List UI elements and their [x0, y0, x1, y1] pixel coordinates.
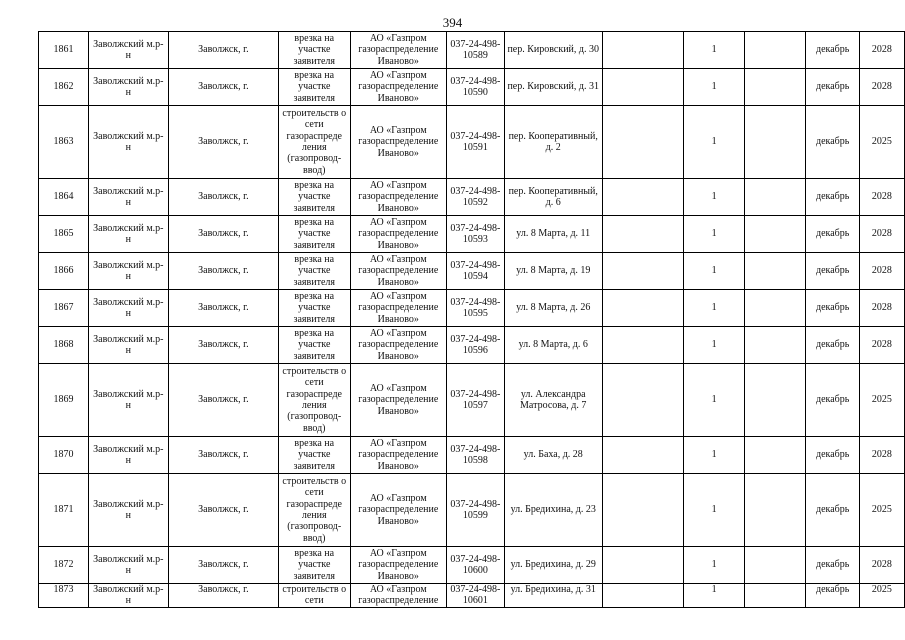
organization-cell: АО «Газпром газораспределение Иваново» — [350, 253, 446, 290]
address-cell: ул. Бредихина, д. 29 — [504, 547, 602, 584]
district-cell: Заволжский м.р-н — [88, 547, 168, 584]
row-number-cell: 1865 — [39, 216, 89, 253]
quantity-cell: 1 — [684, 179, 745, 216]
organization-cell: АО «Газпром газораспределение Иваново» — [350, 69, 446, 106]
blank-cell — [602, 327, 684, 364]
city-cell: Заволжск, г. — [168, 179, 278, 216]
year-cell: 2028 — [859, 253, 904, 290]
address-cell: ул. Бредихина, д. 31 — [504, 584, 602, 608]
organization-cell: АО «Газпром газораспределение Иваново» — [350, 327, 446, 364]
organization-cell: АО «Газпром газораспределение Иваново» — [350, 32, 446, 69]
organization-cell: АО «Газпром газораспределение Иваново» — [350, 179, 446, 216]
district-cell: Заволжский м.р-н — [88, 216, 168, 253]
blank-cell — [745, 437, 806, 474]
address-cell: ул. 8 Марта, д. 19 — [504, 253, 602, 290]
city-cell: Заволжск, г. — [168, 364, 278, 437]
blank-cell — [602, 69, 684, 106]
month-cell: декабрь — [806, 69, 859, 106]
city-cell: Заволжск, г. — [168, 327, 278, 364]
city-cell: Заволжск, г. — [168, 253, 278, 290]
city-cell: Заволжск, г. — [168, 216, 278, 253]
organization-cell: АО «Газпром газораспределение Иваново» — [350, 106, 446, 179]
work-type-cell: строительств о сети газораспреде ления (газопровод-ввод) — [278, 106, 350, 179]
table-row — [39, 253, 905, 290]
table-row — [39, 474, 905, 547]
quantity-cell: 1 — [684, 474, 745, 547]
object-code-cell: 037-24-498-10597 — [447, 364, 505, 437]
blank-cell — [602, 32, 684, 69]
blank-cell — [745, 474, 806, 547]
month-cell: декабрь — [806, 253, 859, 290]
work-type-cell: врезка на участке заявителя — [278, 290, 350, 327]
row-number-cell: 1872 — [39, 547, 89, 584]
quantity-cell: 1 — [684, 253, 745, 290]
blank-cell — [602, 547, 684, 584]
city-cell: Заволжск, г. — [168, 474, 278, 547]
year-cell: 2025 — [859, 106, 904, 179]
blank-cell — [745, 32, 806, 69]
blank-cell — [745, 179, 806, 216]
table-row — [39, 547, 905, 584]
quantity-cell: 1 — [684, 437, 745, 474]
address-cell: пер. Кировский, д. 30 — [504, 32, 602, 69]
organization-cell: АО «Газпром газораспределение Иваново» — [350, 437, 446, 474]
blank-cell — [602, 584, 684, 608]
work-type-cell: врезка на участке заявителя — [278, 437, 350, 474]
district-cell: Заволжский м.р-н — [88, 327, 168, 364]
work-type-cell: врезка на участке заявителя — [278, 69, 350, 106]
city-cell: Заволжск, г. — [168, 32, 278, 69]
blank-cell — [745, 327, 806, 364]
page-number: 394 — [442, 15, 463, 30]
year-cell: 2025 — [859, 584, 904, 608]
table-row — [39, 32, 905, 69]
row-number-cell: 1864 — [39, 179, 89, 216]
table-row — [39, 364, 905, 437]
city-cell: Заволжск, г. — [168, 106, 278, 179]
object-code-cell: 037-24-498-10599 — [447, 474, 505, 547]
object-code-cell: 037-24-498-10595 — [447, 290, 505, 327]
blank-cell — [602, 437, 684, 474]
work-type-cell: врезка на участке заявителя — [278, 547, 350, 584]
month-cell: декабрь — [806, 327, 859, 364]
row-number-cell: 1863 — [39, 106, 89, 179]
blank-cell — [602, 474, 684, 547]
object-code-cell: 037-24-498-10593 — [447, 216, 505, 253]
row-number-cell: 1873 — [39, 584, 89, 608]
blank-cell — [602, 364, 684, 437]
district-cell: Заволжский м.р-н — [88, 106, 168, 179]
quantity-cell: 1 — [684, 290, 745, 327]
month-cell: декабрь — [806, 106, 859, 179]
work-type-cell: строительств о сети газораспреде ления (газопровод-ввод) — [278, 364, 350, 437]
blank-cell — [745, 290, 806, 327]
organization-cell: АО «Газпром газораспределение — [350, 584, 446, 608]
gas-connection-table — [38, 31, 905, 608]
blank-cell — [602, 216, 684, 253]
address-cell: ул. Бредихина, д. 23 — [504, 474, 602, 547]
row-number-cell: 1869 — [39, 364, 89, 437]
year-cell: 2028 — [859, 216, 904, 253]
blank-cell — [602, 253, 684, 290]
organization-cell: АО «Газпром газораспределение Иваново» — [350, 547, 446, 584]
month-cell: декабрь — [806, 474, 859, 547]
district-cell: Заволжский м.р-н — [88, 474, 168, 547]
address-cell: ул. 8 Марта, д. 6 — [504, 327, 602, 364]
address-cell: ул. 8 Марта, д. 26 — [504, 290, 602, 327]
district-cell: Заволжский м.р-н — [88, 179, 168, 216]
blank-cell — [745, 584, 806, 608]
quantity-cell: 1 — [684, 547, 745, 584]
month-cell: декабрь — [806, 364, 859, 437]
work-type-cell: врезка на участке заявителя — [278, 32, 350, 69]
year-cell: 2025 — [859, 474, 904, 547]
object-code-cell: 037-24-498-10594 — [447, 253, 505, 290]
month-cell: декабрь — [806, 437, 859, 474]
organization-cell: АО «Газпром газораспределение Иваново» — [350, 474, 446, 547]
district-cell: Заволжский м.р-н — [88, 32, 168, 69]
district-cell: Заволжский м.р-н — [88, 69, 168, 106]
table-row — [39, 327, 905, 364]
quantity-cell: 1 — [684, 327, 745, 364]
table-row — [39, 290, 905, 327]
work-type-cell: врезка на участке заявителя — [278, 216, 350, 253]
district-cell: Заволжский м.р-н — [88, 364, 168, 437]
address-cell: пер. Кировский, д. 31 — [504, 69, 602, 106]
table-row — [39, 179, 905, 216]
month-cell: декабрь — [806, 584, 859, 608]
row-number-cell: 1870 — [39, 437, 89, 474]
object-code-cell: 037-24-498-10590 — [447, 69, 505, 106]
blank-cell — [745, 253, 806, 290]
year-cell: 2028 — [859, 437, 904, 474]
blank-cell — [602, 179, 684, 216]
address-cell: ул. 8 Марта, д. 11 — [504, 216, 602, 253]
year-cell: 2025 — [859, 364, 904, 437]
object-code-cell: 037-24-498-10598 — [447, 437, 505, 474]
city-cell: Заволжск, г. — [168, 437, 278, 474]
district-cell: Заволжский м.р-н — [88, 437, 168, 474]
table-row — [39, 437, 905, 474]
work-type-cell: строительств о сети — [278, 584, 350, 608]
blank-cell — [745, 216, 806, 253]
work-type-cell: врезка на участке заявителя — [278, 253, 350, 290]
table-row — [39, 216, 905, 253]
city-cell: Заволжск, г. — [168, 290, 278, 327]
month-cell: декабрь — [806, 216, 859, 253]
quantity-cell: 1 — [684, 106, 745, 179]
blank-cell — [745, 106, 806, 179]
city-cell: Заволжск, г. — [168, 584, 278, 608]
year-cell: 2028 — [859, 69, 904, 106]
address-cell: ул. Александра Матросова, д. 7 — [504, 364, 602, 437]
work-type-cell: врезка на участке заявителя — [278, 179, 350, 216]
district-cell: Заволжский м.р-н — [88, 584, 168, 608]
city-cell: Заволжск, г. — [168, 547, 278, 584]
year-cell: 2028 — [859, 290, 904, 327]
address-cell: пер. Кооперативный, д. 2 — [504, 106, 602, 179]
year-cell: 2028 — [859, 327, 904, 364]
row-number-cell: 1866 — [39, 253, 89, 290]
organization-cell: АО «Газпром газораспределение Иваново» — [350, 364, 446, 437]
quantity-cell: 1 — [684, 69, 745, 106]
quantity-cell: 1 — [684, 216, 745, 253]
blank-cell — [745, 69, 806, 106]
quantity-cell: 1 — [684, 584, 745, 608]
object-code-cell: 037-24-498-10592 — [447, 179, 505, 216]
row-number-cell: 1861 — [39, 32, 89, 69]
blank-cell — [745, 547, 806, 584]
month-cell: декабрь — [806, 547, 859, 584]
object-code-cell: 037-24-498-10591 — [447, 106, 505, 179]
year-cell: 2028 — [859, 32, 904, 69]
year-cell: 2028 — [859, 179, 904, 216]
month-cell: декабрь — [806, 32, 859, 69]
object-code-cell: 037-24-498-10589 — [447, 32, 505, 69]
object-code-cell: 037-24-498-10596 — [447, 327, 505, 364]
address-cell: пер. Кооперативный, д. 6 — [504, 179, 602, 216]
year-cell: 2028 — [859, 547, 904, 584]
organization-cell: АО «Газпром газораспределение Иваново» — [350, 216, 446, 253]
quantity-cell: 1 — [684, 364, 745, 437]
blank-cell — [745, 364, 806, 437]
month-cell: декабрь — [806, 179, 859, 216]
table-row — [39, 584, 905, 608]
table-row — [39, 106, 905, 179]
object-code-cell: 037-24-498-10601 — [447, 584, 505, 608]
work-type-cell: строительств о сети газораспреде ления (газопровод-ввод) — [278, 474, 350, 547]
month-cell: декабрь — [806, 290, 859, 327]
row-number-cell: 1871 — [39, 474, 89, 547]
city-cell: Заволжск, г. — [168, 69, 278, 106]
row-number-cell: 1862 — [39, 69, 89, 106]
object-code-cell: 037-24-498-10600 — [447, 547, 505, 584]
organization-cell: АО «Газпром газораспределение Иваново» — [350, 290, 446, 327]
district-cell: Заволжский м.р-н — [88, 253, 168, 290]
row-number-cell: 1868 — [39, 327, 89, 364]
address-cell: ул. Баха, д. 28 — [504, 437, 602, 474]
table-row — [39, 69, 905, 106]
work-type-cell: врезка на участке заявителя — [278, 327, 350, 364]
row-number-cell: 1867 — [39, 290, 89, 327]
blank-cell — [602, 106, 684, 179]
quantity-cell: 1 — [684, 32, 745, 69]
district-cell: Заволжский м.р-н — [88, 290, 168, 327]
blank-cell — [602, 290, 684, 327]
